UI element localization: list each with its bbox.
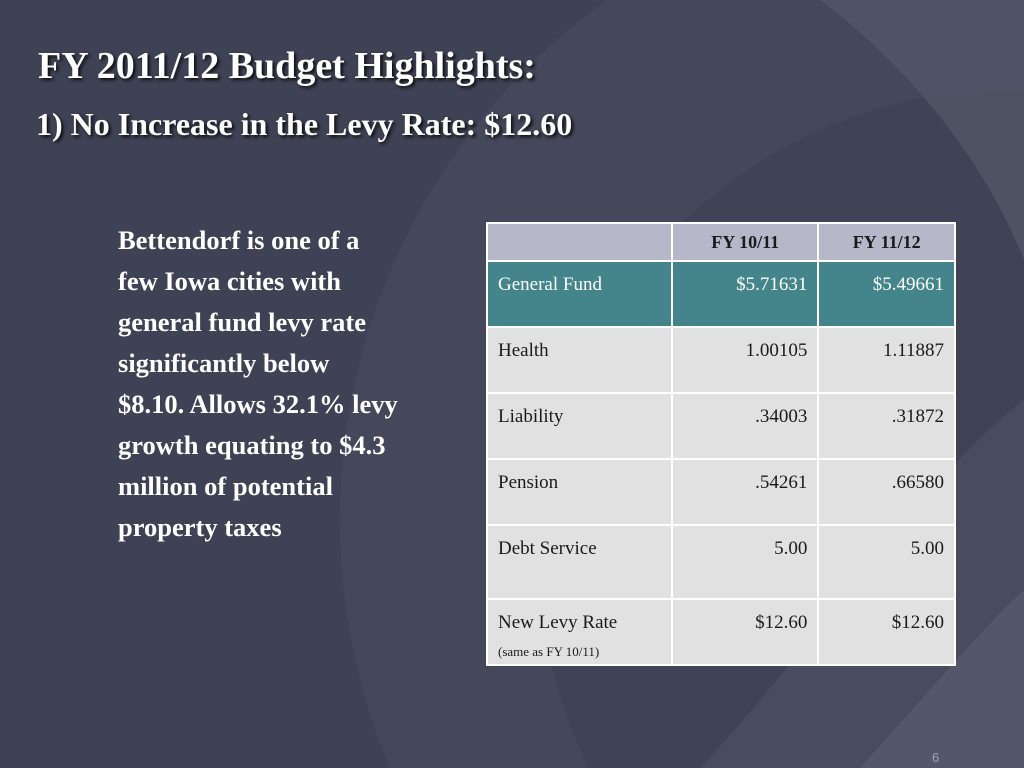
table-row [487, 261, 955, 327]
row-fy1112: $5.49661 [818, 261, 955, 327]
total-note: (same as FY 10/11) [498, 644, 600, 659]
table-row [487, 327, 955, 393]
levy-rate-table [486, 222, 956, 666]
row-label-total [487, 599, 672, 665]
table-row [487, 525, 955, 599]
row-fy1011: 1.00105 [672, 327, 818, 393]
row-label: General Fund [487, 261, 672, 327]
table-row [487, 393, 955, 459]
header-fy1112: FY 11/12 [818, 223, 955, 261]
slide-title: FY 2011/12 Budget Highlights: [38, 45, 536, 87]
header-blank [487, 223, 672, 261]
table-header-row [487, 223, 955, 261]
table-row [487, 599, 955, 665]
row-label: Health [487, 327, 672, 393]
row-fy1112: $12.60 [818, 599, 955, 665]
row-label: Liability [487, 393, 672, 459]
page-number: 6 [932, 750, 940, 765]
table-row [487, 459, 955, 525]
row-fy1011: $12.60 [672, 599, 818, 665]
row-fy1011: .34003 [672, 393, 818, 459]
row-fy1112: .66580 [818, 459, 955, 525]
row-fy1011: 5.00 [672, 525, 818, 599]
row-fy1112: .31872 [818, 393, 955, 459]
row-fy1112: 5.00 [818, 525, 955, 599]
row-fy1011: .54261 [672, 459, 818, 525]
row-fy1011: $5.71631 [672, 261, 818, 327]
row-fy1112: 1.11887 [818, 327, 955, 393]
slide-subtitle: 1) No Increase in the Levy Rate: $12.60 [36, 106, 573, 142]
header-fy1011: FY 10/11 [672, 223, 818, 261]
row-label: Debt Service [487, 525, 672, 599]
row-label: Pension [487, 459, 672, 525]
body-paragraph: Bettendorf is one of a few Iowa cities with general fund levy rate significantly below $8.10. Allows 32.1% levy growth equating to $4.3 million of potential property taxes [118, 225, 398, 542]
total-label: New Levy Rate [498, 612, 618, 633]
